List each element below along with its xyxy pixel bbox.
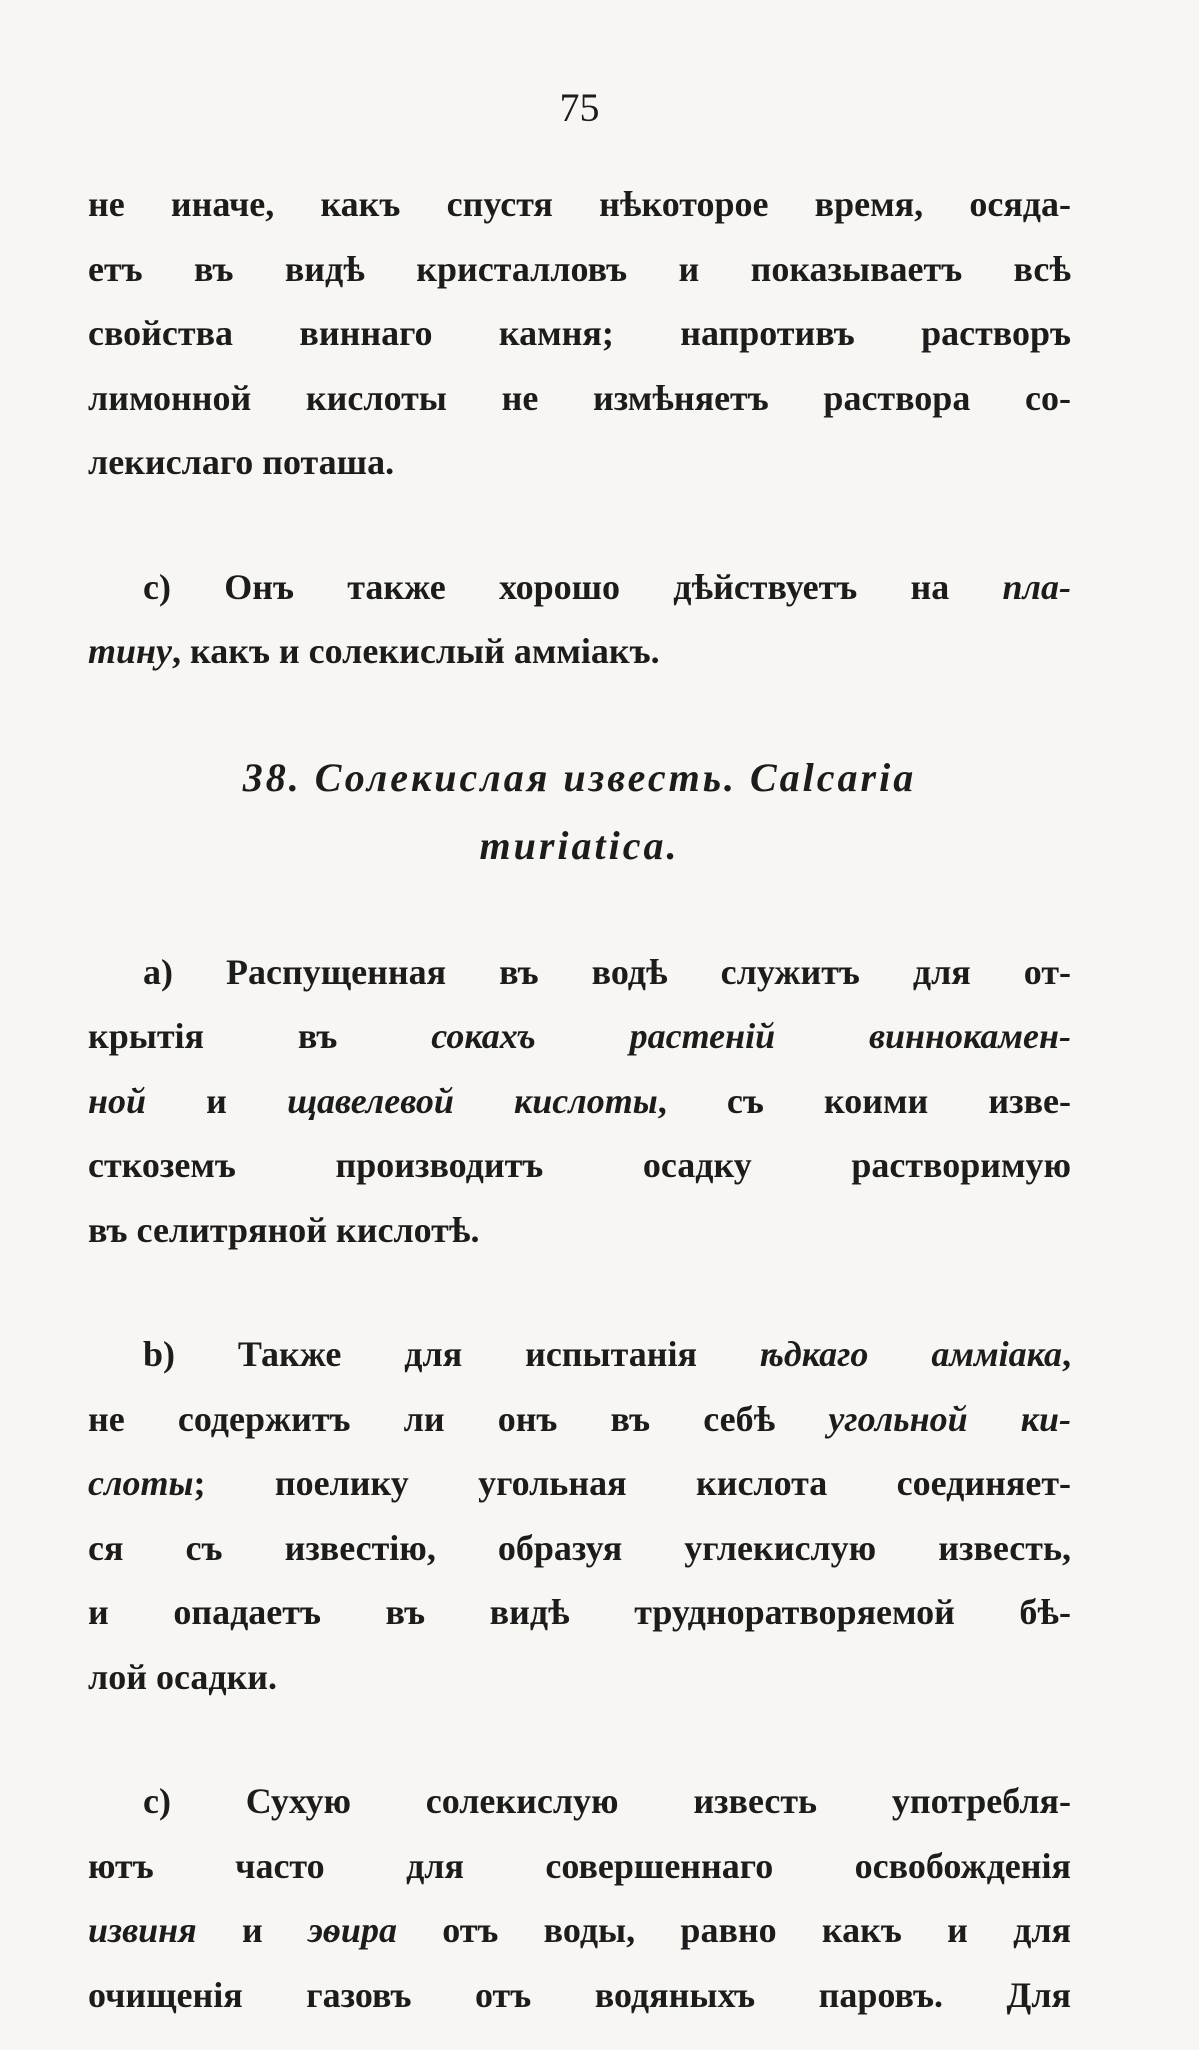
text-run: ,	[1062, 1334, 1071, 1374]
italic-term: эѳира	[307, 1910, 397, 1950]
text-line: лимонной кислоты не измѣняетъ раствора со-	[88, 377, 1071, 418]
text-line: ютъ часто для совершеннаго освобожденія	[88, 1845, 1071, 1886]
text-line: лекислаго поташа.	[88, 442, 395, 482]
text-run: не содержитъ ли онъ въ себѣ	[88, 1398, 829, 1439]
text-line	[88, 619, 1071, 684]
section-heading	[88, 744, 1071, 880]
heading-line: 38. Солекислая известь. Calcaria	[242, 754, 917, 800]
paragraph-continuation	[88, 172, 1071, 495]
page-number: 75	[559, 85, 600, 130]
text-line: c) Сухую солекислую известь употребля-	[143, 1781, 1071, 1821]
text-run: и	[196, 1910, 308, 1950]
text-line: сткоземъ производитъ осадку растворимую	[88, 1145, 1071, 1185]
text-run: и	[146, 1080, 288, 1121]
paragraph-a-dissolved	[88, 940, 1071, 1263]
text-line: не иначе, какъ спустя нѣкоторое время, осяда-	[88, 184, 1071, 224]
text-line: очищенія газовъ отъ водяныхъ паровъ. Для	[88, 1974, 1071, 2015]
italic-term: извиня	[88, 1910, 197, 1950]
text-run: b) Также для испытанія	[143, 1334, 760, 1374]
paragraph-b-ammonia	[88, 1322, 1071, 1709]
paragraph-c-dry	[88, 1769, 1071, 2027]
text-run: c) Онъ также хорошо дѣйствуетъ на	[143, 566, 1003, 607]
italic-term: слоты	[88, 1463, 194, 1503]
text-run: , съ коими изве-	[657, 1080, 1072, 1121]
heading-line: muriatica.	[479, 822, 680, 868]
text-line	[88, 1451, 1071, 1516]
text-line: и опадаетъ въ видѣ трудноратворяемой бѣ-	[88, 1592, 1071, 1632]
text-line: въ селитряной кислотѣ.	[88, 1209, 480, 1250]
italic-term: угольной ки-	[828, 1398, 1072, 1439]
italic-term: ной	[88, 1080, 147, 1121]
text-run: ; поелику угольная кислота соединяет-	[193, 1463, 1071, 1503]
text-line: свойства виннаго камня; напротивъ растворъ	[88, 313, 1071, 353]
italic-term: щавелевой кислоты	[287, 1080, 658, 1121]
italic-term: сокахъ растеній виннокамен-	[431, 1016, 1071, 1056]
text-line: ся съ известію, образуя углекислую известь,	[88, 1527, 1071, 1568]
text-run: отъ воды, равно какъ и для	[396, 1910, 1071, 1950]
text-line	[88, 1322, 1071, 1387]
text-line: a) Распущенная въ водѣ служитъ для от-	[143, 951, 1071, 992]
text-line	[88, 1069, 1071, 1134]
text-line	[88, 1898, 1071, 1963]
text-run: , какъ и солекислый амміакъ.	[172, 631, 660, 671]
text-run: крытія въ	[88, 1016, 432, 1056]
text-line	[88, 1004, 1071, 1069]
italic-term: ѣдкаго амміака	[759, 1334, 1062, 1374]
text-line	[88, 555, 1071, 620]
text-line: лой осадки.	[88, 1656, 278, 1697]
text-line	[88, 1387, 1071, 1452]
italic-term: пла-	[1002, 566, 1071, 607]
paragraph-c-platinum	[88, 555, 1071, 684]
text-line: етъ въ видѣ кристалловъ и показываетъ всѣ	[88, 248, 1071, 289]
italic-term: тину	[88, 631, 172, 671]
